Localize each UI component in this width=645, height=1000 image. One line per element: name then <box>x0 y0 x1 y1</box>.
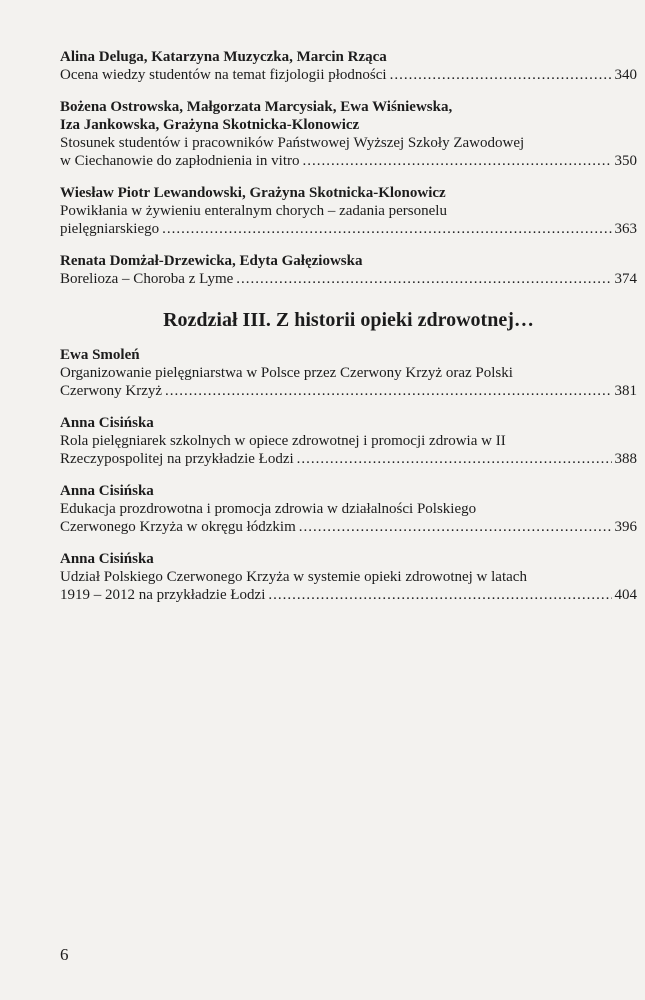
toc-entry-title-end: Czerwonego Krzyża w okręgu łódzkim <box>60 519 296 535</box>
toc-entry <box>60 252 637 288</box>
toc-entry-title-end: Czerwony Krzyż <box>60 383 163 399</box>
toc-entry-title-end: pielęgniarskiego <box>60 221 160 237</box>
toc-entry-last-line <box>60 382 637 400</box>
toc-entry <box>60 346 637 400</box>
toc-entry-title-end: Rzeczypospolitej na przykładzie Łodzi <box>60 451 294 467</box>
toc-entry-authors: Alina Deluga, Katarzyna Muzyczka, Marcin Rząca <box>60 49 387 65</box>
page-number: 6 <box>60 945 69 964</box>
toc-entry <box>60 482 637 536</box>
toc-entry-page: 388 <box>614 451 637 467</box>
dot-leader <box>390 66 612 84</box>
chapter-heading: Rozdział III. Z historii opieki zdrowotnej… <box>163 309 534 331</box>
toc-entry-authors: Anna Cisińska <box>60 415 154 431</box>
toc-entry-page: 381 <box>614 383 637 399</box>
dot-leader <box>165 382 611 400</box>
toc-entry-title-end: 1919 – 2012 na przykładzie Łodzi <box>60 587 266 603</box>
toc-entry-authors: Bożena Ostrowska, Małgorzata Marcysiak, Ewa Wiśniewska, <box>60 99 453 115</box>
toc-entry-page: 404 <box>614 587 637 603</box>
toc-entry-title-end: w Ciechanowie do zapłodnienia in vitro <box>60 153 300 169</box>
toc-entry-title-line: Organizowanie pielęgniarstwa w Polsce przez Czerwony Krzyż oraz Polski <box>60 365 513 381</box>
toc-section-before <box>60 48 637 288</box>
toc-entry-last-line <box>60 152 637 170</box>
toc-entry-title-line: Rola pielęgniarek szkolnych w opiece zdrowotnej i promocji zdrowia w II <box>60 433 506 449</box>
toc-entry-page: 396 <box>614 519 637 535</box>
toc-entry-title-line: Powikłania w żywieniu enteralnym chorych – zadania personelu <box>60 203 447 219</box>
toc-entry-title-line: Stosunek studentów i pracowników Państwowej Wyższej Szkoły Zawodowej <box>60 135 525 151</box>
toc-entry-authors: Ewa Smoleń <box>60 347 140 363</box>
toc-entry-last-line <box>60 518 637 536</box>
toc-entry-title-line: Udział Polskiego Czerwonego Krzyża w systemie opieki zdrowotnej w latach <box>60 569 527 585</box>
toc-entry-title-end: Ocena wiedzy studentów na temat fizjologii płodności <box>60 67 387 83</box>
toc-entry-last-line <box>60 586 637 604</box>
dot-leader <box>268 586 611 604</box>
dot-leader <box>303 152 612 170</box>
toc-entry-last-line <box>60 270 637 288</box>
toc-entry <box>60 98 637 170</box>
dot-leader <box>236 270 611 288</box>
toc-entry-authors: Wiesław Piotr Lewandowski, Grażyna Skotnicka-Klonowicz <box>60 185 446 201</box>
toc-entry <box>60 414 637 468</box>
toc-entry-page: 374 <box>614 271 637 287</box>
toc-entry-page: 350 <box>614 153 637 169</box>
dot-leader <box>297 450 612 468</box>
toc-entry-title-end: Borelioza – Choroba z Lyme <box>60 271 234 287</box>
toc-entry-last-line <box>60 220 637 238</box>
toc-entry-page: 363 <box>614 221 637 237</box>
toc-entry-last-line <box>60 66 637 84</box>
toc-entry-title-line: Edukacja prozdrowotna i promocja zdrowia w działalności Polskiego <box>60 501 477 517</box>
toc-entry-last-line <box>60 450 637 468</box>
toc-entry <box>60 48 637 84</box>
toc-entry-authors: Renata Domżał-Drzewicka, Edyta Gałęziowska <box>60 253 363 269</box>
toc-entry <box>60 550 637 604</box>
toc-entry-authors: Iza Jankowska, Grażyna Skotnicka-Klonowicz <box>60 117 360 133</box>
toc-entry-authors: Anna Cisińska <box>60 483 154 499</box>
dot-leader <box>299 518 612 536</box>
toc-entry <box>60 184 637 238</box>
table-of-contents <box>60 48 637 618</box>
dot-leader <box>162 220 611 238</box>
toc-entry-page: 340 <box>614 67 637 83</box>
toc-entry-authors: Anna Cisińska <box>60 551 154 567</box>
toc-section-after <box>60 346 637 604</box>
